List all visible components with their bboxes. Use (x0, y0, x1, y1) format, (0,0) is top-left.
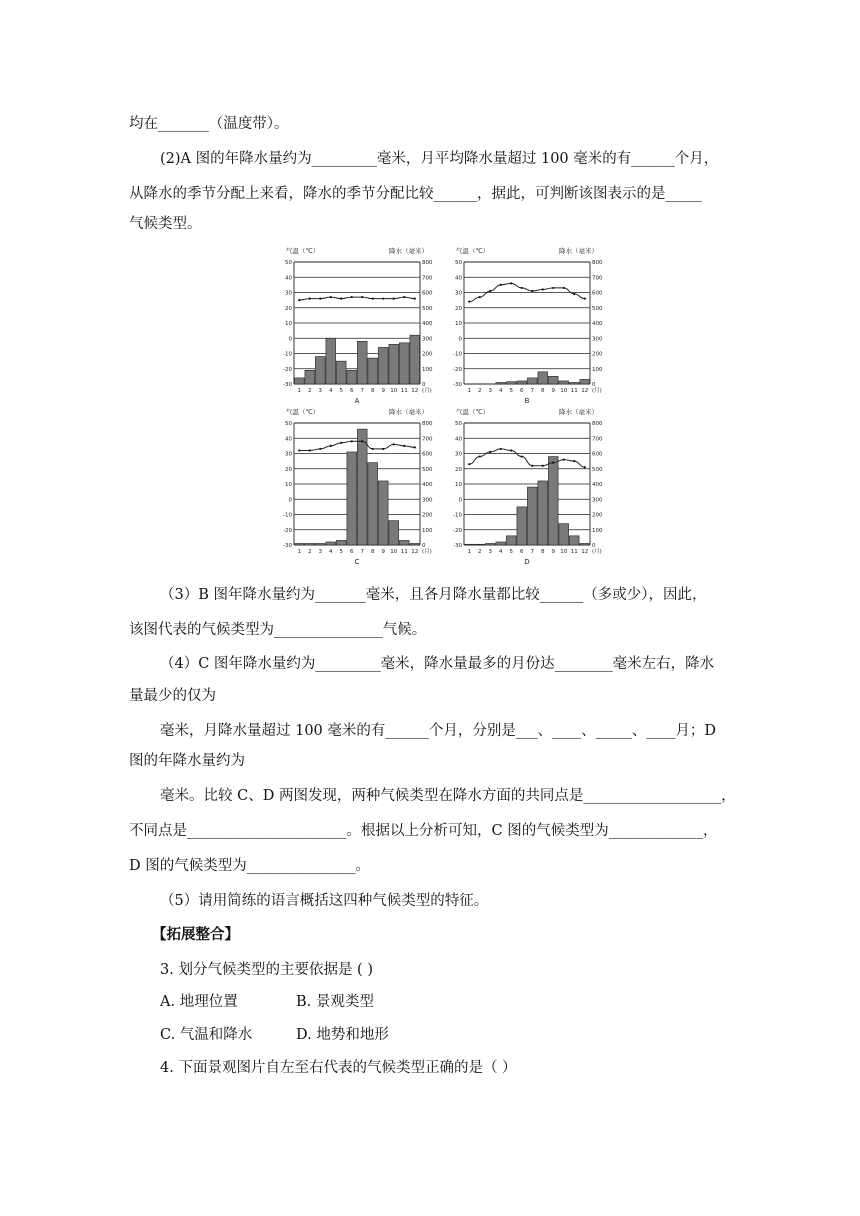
month-label: 10 (390, 549, 398, 555)
month-label: 2 (308, 388, 312, 394)
precipitation-bar (517, 381, 527, 384)
temperature-tick-label: 30 (455, 290, 462, 297)
precipitation-bar (538, 372, 548, 384)
precipitation-bar (336, 361, 346, 384)
temperature-tick-label: -20 (453, 527, 462, 534)
precipitation-tick-label: 500 (422, 305, 433, 312)
temperature-tick-label: -30 (453, 543, 462, 549)
question-3-line-1: （3）B 图年降水量约为_______毫米，且各月降水量都比较______（多或少），因此， (160, 587, 707, 603)
precipitation-bar (336, 540, 346, 545)
precipitation-bar (326, 542, 336, 545)
temperature-tick-label: 0 (288, 497, 292, 504)
temperature-point (298, 449, 300, 451)
temperature-point (319, 298, 321, 300)
precipitation-axis-label: 降水（毫米） (389, 247, 428, 255)
temperature-point (330, 296, 332, 298)
section-heading: 【拓展整合】 (152, 927, 239, 943)
month-label: 3 (488, 549, 492, 555)
temperature-tick-label: -30 (453, 382, 462, 388)
precipitation-bar (315, 357, 325, 384)
question-4-line-7: D 图的气候类型为_______________。 (129, 858, 370, 874)
month-label: 4 (499, 549, 503, 555)
climate-chart-d (450, 405, 610, 573)
month-label: 9 (551, 549, 555, 555)
temperature-tick-label: 10 (455, 321, 462, 327)
temperature-tick-label: 20 (455, 305, 462, 312)
month-label: 12 (411, 388, 419, 394)
precipitation-bar (389, 344, 399, 384)
precipitation-bar (399, 540, 409, 545)
precipitation-tick-label: 300 (422, 497, 433, 504)
precipitation-tick-label: 100 (592, 527, 603, 534)
temperature-tick-label: 10 (285, 482, 292, 488)
precipitation-tick-label: 200 (592, 351, 603, 358)
month-label: 9 (381, 549, 385, 555)
month-label: 5 (509, 549, 513, 555)
chart-title: C (354, 558, 360, 566)
text-line-1: 均在_______（温度带）。 (129, 116, 289, 132)
month-label: 5 (339, 388, 343, 394)
temperature-point (468, 463, 470, 465)
month-label: 7 (360, 388, 364, 394)
precipitation-tick-label: 300 (592, 336, 603, 343)
month-label: 10 (560, 549, 568, 555)
month-label: 11 (400, 549, 408, 555)
precipitation-bar (527, 487, 537, 545)
precipitation-bar (326, 338, 336, 384)
temperature-tick-label: -10 (283, 512, 292, 519)
precipitation-bar (305, 370, 315, 384)
precipitation-bar (305, 543, 315, 545)
precipitation-tick-label: 800 (592, 421, 603, 427)
temperature-tick-label: 40 (455, 275, 462, 282)
month-unit-label: (月) (422, 388, 432, 394)
precipitation-bar (378, 347, 388, 384)
month-label: 5 (339, 549, 343, 555)
month-label: 3 (318, 388, 322, 394)
question-4-line-5: 毫米。比较 C、D 两图发现，两种气候类型在降水方面的共同点是___________________， (160, 788, 736, 804)
temperature-tick-label: 0 (458, 497, 462, 504)
temperature-point (573, 460, 575, 462)
temperature-point (500, 284, 502, 286)
temperature-point (372, 448, 374, 450)
month-label: 6 (520, 388, 524, 394)
precipitation-tick-label: 800 (422, 421, 433, 427)
month-label: 2 (308, 549, 312, 555)
temperature-point (372, 298, 374, 300)
precipitation-tick-label: 600 (592, 451, 603, 458)
temperature-point (479, 296, 481, 298)
climate-chart-d-svg (450, 405, 610, 569)
temperature-point (479, 455, 481, 457)
question-4-line-4: 图的年降水量约为 (129, 753, 245, 769)
precipitation-bar (357, 341, 367, 384)
temperature-point (351, 296, 353, 298)
temperature-point (542, 288, 544, 290)
precipitation-bar (548, 457, 558, 545)
question-4-line-1: （4）C 图年降水量约为_________毫米，降水量最多的月份达________毫米左右，降水 (160, 656, 715, 672)
temperature-tick-label: -20 (453, 366, 462, 373)
month-label: 3 (488, 388, 492, 394)
month-label: 7 (530, 388, 534, 394)
temperature-point (382, 448, 384, 450)
precipitation-tick-label: 700 (592, 275, 603, 282)
precipitation-tick-label: 200 (422, 512, 433, 519)
chart-title: B (524, 397, 530, 405)
option-b: B. 景观类型 (296, 994, 374, 1010)
climate-chart-b (450, 244, 610, 412)
precipitation-bar (357, 429, 367, 545)
precipitation-axis-label: 降水（毫米） (559, 408, 598, 416)
climate-chart-c-svg (280, 405, 440, 569)
precipitation-bar (368, 463, 378, 545)
temperature-point (403, 296, 405, 298)
precipitation-tick-label: 400 (422, 321, 433, 327)
precipitation-tick-label: 600 (422, 451, 433, 458)
question-5: （5）请用简练的语言概括这四种气候类型的特征。 (160, 893, 489, 909)
month-label: 6 (350, 388, 354, 394)
precipitation-tick-label: 100 (422, 527, 433, 534)
precipitation-tick-label: 500 (592, 466, 603, 473)
temperature-point (319, 448, 321, 450)
month-label: 9 (381, 388, 385, 394)
precipitation-tick-label: 100 (422, 366, 433, 373)
precipitation-bar (569, 382, 579, 384)
precipitation-tick-label: 800 (592, 260, 603, 266)
month-label: 12 (411, 549, 419, 555)
temperature-tick-label: 20 (285, 466, 292, 473)
question-2-line-3: 气候类型。 (129, 216, 202, 232)
temperature-tick-label: 30 (285, 451, 292, 458)
temperature-point (489, 451, 491, 453)
precipitation-tick-label: 0 (422, 382, 426, 388)
precipitation-bar (580, 543, 590, 545)
month-label: 12 (581, 549, 589, 555)
temperature-point (563, 459, 565, 461)
temperature-point (330, 445, 332, 447)
question-3-line-2: 该图代表的气候类型为_______________气候。 (129, 622, 427, 638)
climate-chart-a-svg (280, 244, 440, 408)
month-label: 1 (297, 388, 301, 394)
temperature-tick-label: 0 (288, 336, 292, 343)
temperature-tick-label: 50 (285, 260, 292, 266)
temperature-point (500, 448, 502, 450)
month-label: 1 (297, 549, 301, 555)
precipitation-bar (580, 379, 590, 384)
temperature-point (403, 445, 405, 447)
temperature-tick-label: 50 (455, 421, 462, 427)
precipitation-tick-label: 300 (422, 336, 433, 343)
temperature-tick-label: 30 (285, 290, 292, 297)
precipitation-bar (347, 370, 357, 384)
precipitation-bar (475, 544, 485, 545)
precipitation-tick-label: 200 (422, 351, 433, 358)
temperature-tick-label: 50 (285, 421, 292, 427)
question-4-line-3: 毫米，月降水量超过 100 毫米的有______个月，分别是___、____、_____、____月；D (160, 723, 717, 739)
precipitation-bar (569, 536, 579, 545)
month-label: 10 (390, 388, 398, 394)
precipitation-bar (559, 524, 569, 545)
temperature-tick-label: 10 (455, 482, 462, 488)
temperature-point (340, 442, 342, 444)
precipitation-bar (399, 343, 409, 384)
question-2-line-1: (2)A 图的年降水量约为_________毫米，月平均降水量超过 100 毫米的有______个月， (160, 151, 719, 167)
precipitation-tick-label: 100 (592, 366, 603, 373)
precipitation-bar (496, 542, 506, 545)
precipitation-bar (496, 382, 506, 384)
month-label: 2 (478, 388, 482, 394)
option-a: A. 地理位置 (160, 994, 238, 1010)
temperature-point (468, 301, 470, 303)
temperature-point (414, 446, 416, 448)
question-3-choice: 3. 划分气候类型的主要依据是 ( ) (160, 962, 373, 978)
temperature-tick-label: 0 (458, 336, 462, 343)
temperature-point (382, 298, 384, 300)
question-4-line-6: 不同点是______________________。根据以上分析可知，C 图的气候类型为_____________， (129, 823, 718, 839)
month-label: 12 (581, 388, 589, 394)
temperature-point (414, 298, 416, 300)
precipitation-tick-label: 0 (422, 543, 426, 549)
temperature-point (361, 440, 363, 442)
temperature-tick-label: -20 (283, 366, 292, 373)
precipitation-bar (548, 376, 558, 384)
precipitation-tick-label: 800 (422, 260, 433, 266)
month-label: 7 (360, 549, 364, 555)
temperature-tick-label: 20 (285, 305, 292, 312)
month-label: 11 (570, 388, 578, 394)
temperature-point (584, 298, 586, 300)
precipitation-bar (517, 507, 527, 545)
temperature-point (542, 465, 544, 467)
month-label: 7 (530, 549, 534, 555)
temperature-point (584, 466, 586, 468)
precipitation-tick-label: 700 (422, 275, 433, 282)
temperature-point (552, 462, 554, 464)
precipitation-tick-label: 300 (592, 497, 603, 504)
precipitation-tick-label: 700 (422, 436, 433, 443)
precipitation-axis-label: 降水（毫米） (559, 247, 598, 255)
temperature-point (309, 449, 311, 451)
temperature-tick-label: 50 (455, 260, 462, 266)
month-label: 4 (499, 388, 503, 394)
temperature-point (361, 296, 363, 298)
temperature-tick-label: 40 (285, 436, 292, 443)
temperature-point (340, 298, 342, 300)
temperature-line (469, 449, 585, 467)
temperature-point (573, 293, 575, 295)
precipitation-tick-label: 0 (592, 543, 596, 549)
month-label: 2 (478, 549, 482, 555)
temperature-point (510, 282, 512, 284)
climate-chart-b-svg (450, 244, 610, 408)
month-label: 9 (551, 388, 555, 394)
precipitation-tick-label: 500 (422, 466, 433, 473)
temperature-axis-label: 气温（℃） (286, 247, 320, 255)
precipitation-bar (506, 536, 516, 545)
precipitation-bar (294, 543, 304, 545)
precipitation-bar (378, 481, 388, 545)
temperature-axis-label: 气温（℃） (286, 408, 320, 416)
month-unit-label: (月) (592, 388, 602, 394)
option-d: D. 地势和地形 (296, 1027, 389, 1043)
precipitation-axis-label: 降水（毫米） (389, 408, 428, 416)
temperature-point (351, 440, 353, 442)
temperature-tick-label: 10 (285, 321, 292, 327)
temperature-tick-label: -30 (283, 543, 292, 549)
precipitation-tick-label: 600 (592, 290, 603, 297)
month-label: 8 (371, 549, 375, 555)
month-label: 8 (541, 549, 545, 555)
temperature-point (393, 298, 395, 300)
precipitation-tick-label: 400 (422, 482, 433, 488)
question-2-line-2: 从降水的季节分配上来看，降水的季节分配比较______，据此，可判断该图表示的是_____ (129, 186, 702, 202)
precipitation-bar (538, 481, 548, 545)
month-label: 4 (329, 549, 333, 555)
month-label: 1 (467, 549, 471, 555)
temperature-line (299, 297, 415, 300)
temperature-axis-label: 气温（℃） (456, 247, 490, 255)
temperature-point (531, 465, 533, 467)
temperature-tick-label: -10 (453, 512, 462, 519)
temperature-point (521, 455, 523, 457)
precipitation-tick-label: 0 (592, 382, 596, 388)
temperature-line (299, 441, 415, 450)
temperature-tick-label: -30 (283, 382, 292, 388)
month-label: 6 (520, 549, 524, 555)
precipitation-bar (389, 521, 399, 545)
month-label: 3 (318, 549, 322, 555)
precipitation-tick-label: 200 (592, 512, 603, 519)
climate-chart-a (280, 244, 440, 412)
precipitation-bar (410, 335, 420, 384)
temperature-tick-label: 40 (455, 436, 462, 443)
month-label: 11 (400, 388, 408, 394)
precipitation-bar (464, 544, 474, 545)
month-label: 6 (350, 549, 354, 555)
precipitation-tick-label: 400 (592, 321, 603, 327)
precipitation-tick-label: 400 (592, 482, 603, 488)
precipitation-bar (410, 543, 420, 545)
temperature-tick-label: 30 (455, 451, 462, 458)
precipitation-bar (506, 382, 516, 384)
month-label: 4 (329, 388, 333, 394)
precipitation-tick-label: 700 (592, 436, 603, 443)
month-label: 11 (570, 549, 578, 555)
question-4-line-2: 量最少的仅为 (129, 688, 216, 704)
temperature-tick-label: 40 (285, 275, 292, 282)
question-4-choice: 4. 下面景观图片自左至右代表的气候类型正确的是（ ） (160, 1060, 517, 1076)
month-label: 8 (541, 388, 545, 394)
month-label: 1 (467, 388, 471, 394)
temperature-point (309, 298, 311, 300)
month-label: 8 (371, 388, 375, 394)
precipitation-bar (559, 381, 569, 384)
temperature-point (552, 287, 554, 289)
temperature-axis-label: 气温（℃） (456, 408, 490, 416)
temperature-tick-label: -10 (453, 351, 462, 358)
precipitation-tick-label: 600 (422, 290, 433, 297)
month-label: 10 (560, 388, 568, 394)
temperature-point (393, 443, 395, 445)
temperature-tick-label: -20 (283, 527, 292, 534)
precipitation-bar (294, 378, 304, 384)
climate-chart-c (280, 405, 440, 573)
temperature-point (521, 287, 523, 289)
month-unit-label: (月) (592, 549, 602, 555)
temperature-point (489, 290, 491, 292)
month-unit-label: (月) (422, 549, 432, 555)
precipitation-bar (527, 378, 537, 384)
temperature-point (531, 290, 533, 292)
precipitation-bar (315, 543, 325, 545)
precipitation-bar (347, 452, 357, 545)
temperature-point (563, 287, 565, 289)
precipitation-bar (485, 543, 495, 545)
temperature-point (298, 299, 300, 301)
chart-title: D (524, 558, 530, 566)
month-label: 5 (509, 388, 513, 394)
temperature-tick-label: 20 (455, 466, 462, 473)
chart-title: A (354, 397, 360, 405)
precipitation-tick-label: 500 (592, 305, 603, 312)
precipitation-bar (368, 358, 378, 384)
option-c: C. 气温和降水 (160, 1027, 253, 1043)
temperature-point (510, 449, 512, 451)
temperature-tick-label: -10 (283, 351, 292, 358)
